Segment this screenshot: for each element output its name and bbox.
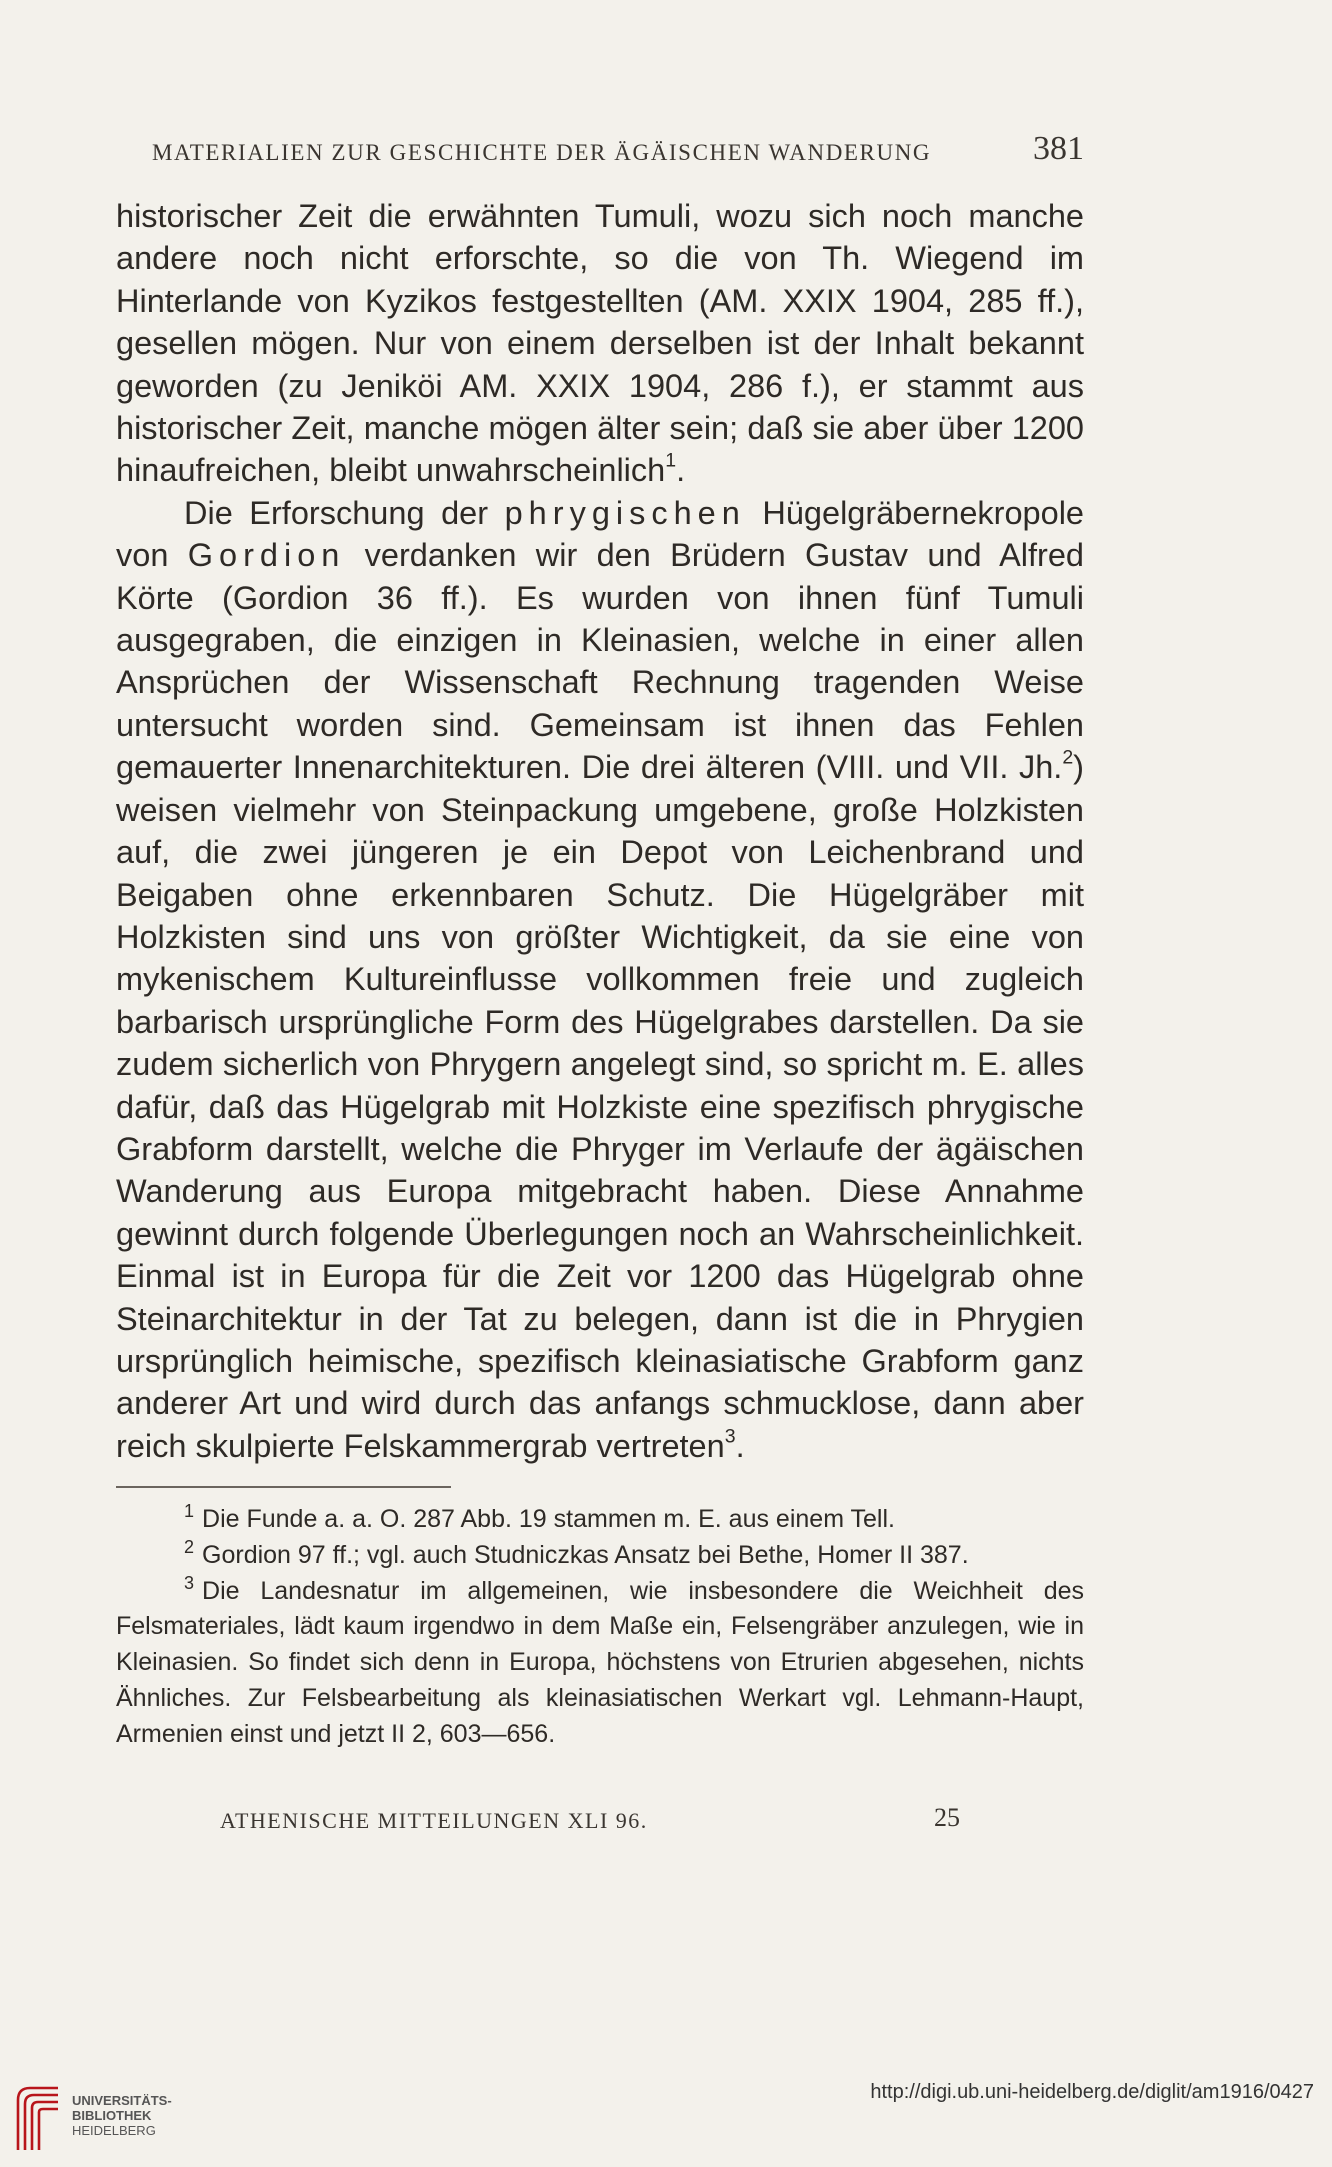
- footnote-number: 1: [184, 1501, 195, 1522]
- library-name: [72, 2093, 172, 2138]
- library-line-2: BIBLIOTHEK: [72, 2108, 152, 2123]
- paragraph-2-text-c: verdanken wir den Brüdern Gustav und Alfred Körte (Gordion 36 ff.). Es wurden von ihnen fünf Tumuli ausgegraben, die einzigen in Kleinasien, welche in einer allen Ansprüchen der Wissenschaft Rechnung tragenden Weise untersucht worden sind. Gemeinsam ist ihnen das Fehlen gemauerter Innenarchitekturen. Die drei älteren (VIII. und VII. Jh.: [116, 537, 1084, 786]
- footnote-text: Die Landesnatur im allgemeinen, wie insbesondere die Weichheit des Felsmateriales, lädt kaum irgendwo in dem Maße ein, Felsengräber anzulegen, wie in Kleinasien. So findet sich denn in Europa, höchstens von Etrurien abgesehen, nichts Ähnliches. Zur Felsbearbeitung als kleinasiatischen Werkart vgl. Lehmann-Haupt, Armenien einst und jetzt II 2, 603—656.: [116, 1576, 1084, 1748]
- body-text: [116, 195, 1084, 1467]
- paragraph-2-text-b: Hügelgräbernekropole von: [116, 494, 1084, 574]
- footnote-text: Die Funde a. a. O. 287 Abb. 19 stammen m. E. aus einem Tell.: [202, 1505, 895, 1533]
- footnote-number: 2: [184, 1536, 195, 1557]
- footnote-1: [116, 1502, 1084, 1538]
- footnote-3: [116, 1574, 1084, 1753]
- footnote-ref-3: 3: [724, 1425, 736, 1448]
- ub-heidelberg-logo-icon: [10, 2072, 66, 2156]
- paragraph-2-tail: .: [735, 1427, 745, 1464]
- paragraph-1-text: historischer Zeit die erwähnten Tumuli, wozu sich noch manche andere noch nicht erforschte, so die von Th. Wiegend im Hinterlande von Kyzikos festgestellten (AM. XXIX 1904, 285 ff.), gesellen mögen. Nur von einem derselben ist der Inhalt bekannt geworden (zu Jeniköi AM. XXIX 1904, 286 f.), er stammt aus historischer Zeit, manche mögen älter sein; daß sie aber über 1200 hinaufreichen, bleibt unwahrscheinlich: [116, 198, 1084, 489]
- footnote-ref-1: 1: [665, 449, 677, 472]
- library-line-3: HEIDELBERG: [72, 2123, 156, 2138]
- printer-signature-line: [220, 1803, 960, 1839]
- sheet-number: 25: [934, 1803, 960, 1832]
- footnote-separator-rule: [116, 1486, 451, 1488]
- footnotes: [116, 1502, 1084, 1753]
- paragraph-2-text-a: Die Erforschung der: [184, 494, 505, 531]
- footnote-number: 3: [184, 1572, 195, 1593]
- spaced-word-gordion: Gordion: [187, 537, 346, 574]
- library-logo[interactable]: [10, 2072, 200, 2156]
- running-title: MATERIALIEN ZUR GESCHICHTE DER ÄGÄISCHEN WANDERUNG: [152, 140, 932, 165]
- spaced-word-phrygischen: phrygischen: [504, 494, 746, 531]
- footnote-ref-2: 2: [1062, 746, 1074, 769]
- paragraph-2: [116, 492, 1084, 1467]
- footnote-2: [116, 1538, 1084, 1574]
- library-line-1: UNIVERSITÄTS-: [72, 2093, 172, 2108]
- paragraph-2-text-d: ) weisen vielmehr von Steinpackung umgebene, große Holzkisten auf, die zwei jüngeren je ein Depot von Leichenbrand und Beigaben ohne erkennbaren Schutz. Die Hügelgräber mit Holzkisten sind uns von größter Wichtigkeit, da sie eine von mykenischem Kultureinflusse vollkommen freie und zugleich barbarisch ursprüngliche Form des Hügelgrabes darstellen. Da sie zudem sicherlich von Phrygern angelegt sind, so spricht m. E. alles dafür, daß das Hügelgrab mit Holzkiste eine spezifisch phrygische Grabform darstellt, welche die Phryger im Verlaufe der ägäischen Wanderung aus Europa mitgebracht haben. Diese Annahme gewinnt durch folgende Überlegungen noch an Wahrscheinlichkeit. Einmal ist in Europa für die Zeit vor 1200 das Hügelgrab ohne Steinarchitektur in der Tat zu belegen, dann ist die in Phrygien ursprünglich heimische, spezifisch kleinasiatische Grabform ganz anderer Art und wird durch das anfangs schmucklose, dann aber reich skulpierte Felskammergrab vertreten: [116, 749, 1084, 1464]
- footnote-text: Gordion 97 ff.; vgl. auch Studniczkas Ansatz bei Bethe, Homer II 387.: [202, 1540, 969, 1569]
- paragraph-1: [116, 195, 1084, 492]
- page-number: 381: [1033, 130, 1084, 167]
- journal-signature: ATHENISCHE MITTEILUNGEN XLI 96.: [220, 1808, 648, 1833]
- source-url-link[interactable]: http://digi.ub.uni-heidelberg.de/diglit/am1916/0427: [870, 2081, 1314, 2103]
- paragraph-1-tail: .: [676, 452, 686, 489]
- running-head: [152, 128, 1084, 178]
